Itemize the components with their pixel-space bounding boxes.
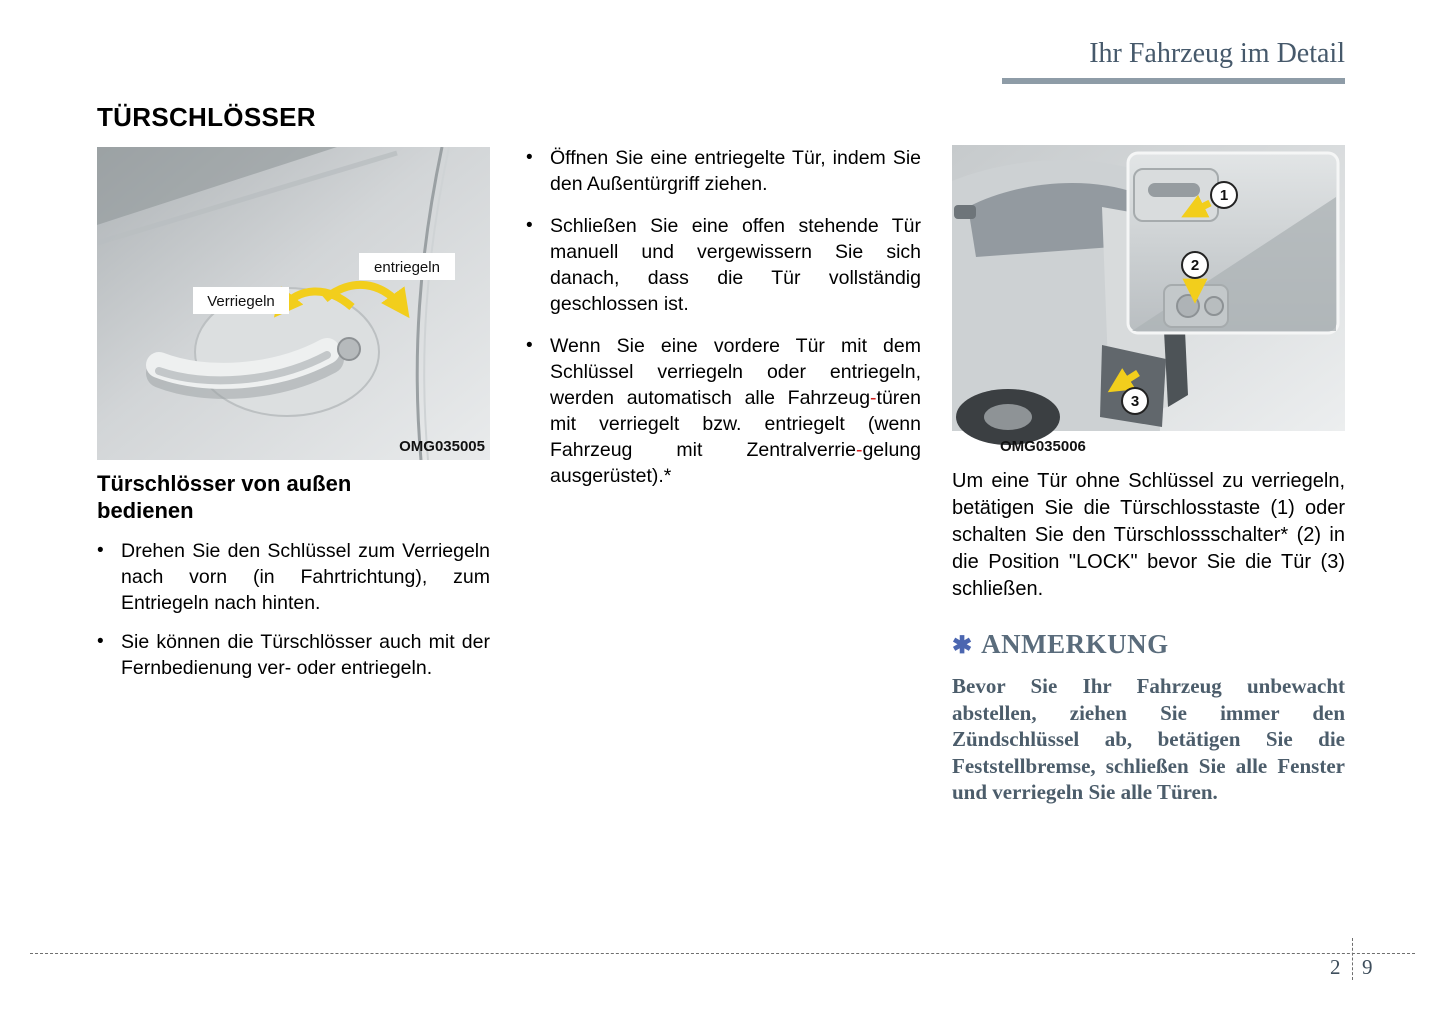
label-verriegeln [193,287,289,314]
left-column [97,102,490,681]
bullet-marker: • [526,335,533,356]
bullet-text-part: Wenn Sie eine vordere Tür mit dem Schlüssel verriegeln oder entriegeln, werden automatisch alle Fahrzeug [550,335,921,409]
bullet-marker: • [526,215,533,236]
note-heading [952,629,1345,660]
footer-dashed-rule [30,953,1415,954]
middle-column [526,145,921,489]
section-title: TÜRSCHLÖSSER [97,102,316,132]
bullet-marker: • [97,540,104,561]
bullet-item [526,213,921,317]
car-door-figure [952,145,1345,458]
right-column [952,145,1345,806]
bullet-item [526,145,921,197]
door-handle-photo [97,147,490,460]
body-paragraph: Um eine Tür ohne Schlüssel zu verriegeln, betätigen Sie die Türschlosstaste (1) oder schalten Sie den Türschlossschalter* (2) in die Position "LOCK" bevor Sie die Tür (3) schließen. [952,470,1345,600]
page-number-chapter: 2 [1330,955,1341,979]
hyphenation-mark: - [855,439,863,461]
car-door-photo [952,145,1345,458]
bullet-text: Schließen Sie eine offen stehende Tür manuell und vergewissern Sie sich danach, dass die Tür vollständig geschlossen ist. [550,215,921,315]
label-entriegeln [359,253,455,280]
note-title: ANMERKUNG [981,629,1169,659]
footer-dashed-divider [1352,938,1353,980]
figure-code: OMG035005 [399,438,485,455]
door-panel-inset [1128,153,1338,333]
bullet-marker: • [526,147,533,168]
bullet-item [97,629,490,681]
bullet-item [97,538,490,616]
chapter-header: Ihr Fahrzeug im Detail [1089,38,1345,69]
bullet-text-part: gelung ausgerüstet).* [550,439,921,487]
door-lock-switch [1177,295,1199,317]
bullet-text [550,333,921,489]
note-asterisk-icon: ✱ [952,632,973,659]
subsection-heading: Türschlösser von außen bedienen [97,471,352,523]
bullet-text: Öffnen Sie eine entriegelte Tür, indem Sie den Außentürgriff ziehen. [550,147,921,195]
bullet-marker: • [97,631,104,652]
bullet-text-part: türen mit verriegelt bzw. entriegelt (wenn Fahrzeug mit Zentralverrie [550,387,921,461]
middle-bullet-list [526,145,921,489]
callout-number: 1 [1219,187,1229,204]
bullet-text: Drehen Sie den Schlüssel zum Verriegeln nach vorn (in Fahrtrichtung), zum Entriegeln nach hinten. [121,540,490,614]
left-bullet-list [97,538,490,681]
callout-number: 2 [1190,257,1200,274]
door-handle-figure [97,147,490,460]
page-number: 9 [1362,955,1373,979]
key-cylinder [338,338,360,360]
bullet-item [526,333,921,489]
verriegeln-label: Verriegeln [207,293,275,310]
bullet-text: Sie können die Türschlösser auch mit der Fernbedienung ver- oder entriegeln. [121,631,490,679]
door-lock-button [1148,183,1200,197]
figure-code: OMG035006 [1000,438,1086,455]
side-mirror [954,205,976,219]
header-rule [1002,78,1345,84]
hyphenation-mark: - [870,387,877,409]
callout-number: 3 [1130,393,1140,410]
note-text: Bevor Sie Ihr Fahrzeug unbewacht abstellen, ziehen Sie immer den Zündschlüssel ab, betätigen Sie die Feststellbremse, schließen Sie alle Fenster und verriegeln Sie alle Türen. [952,674,1345,804]
entriegeln-label: entriegeln [374,259,440,276]
